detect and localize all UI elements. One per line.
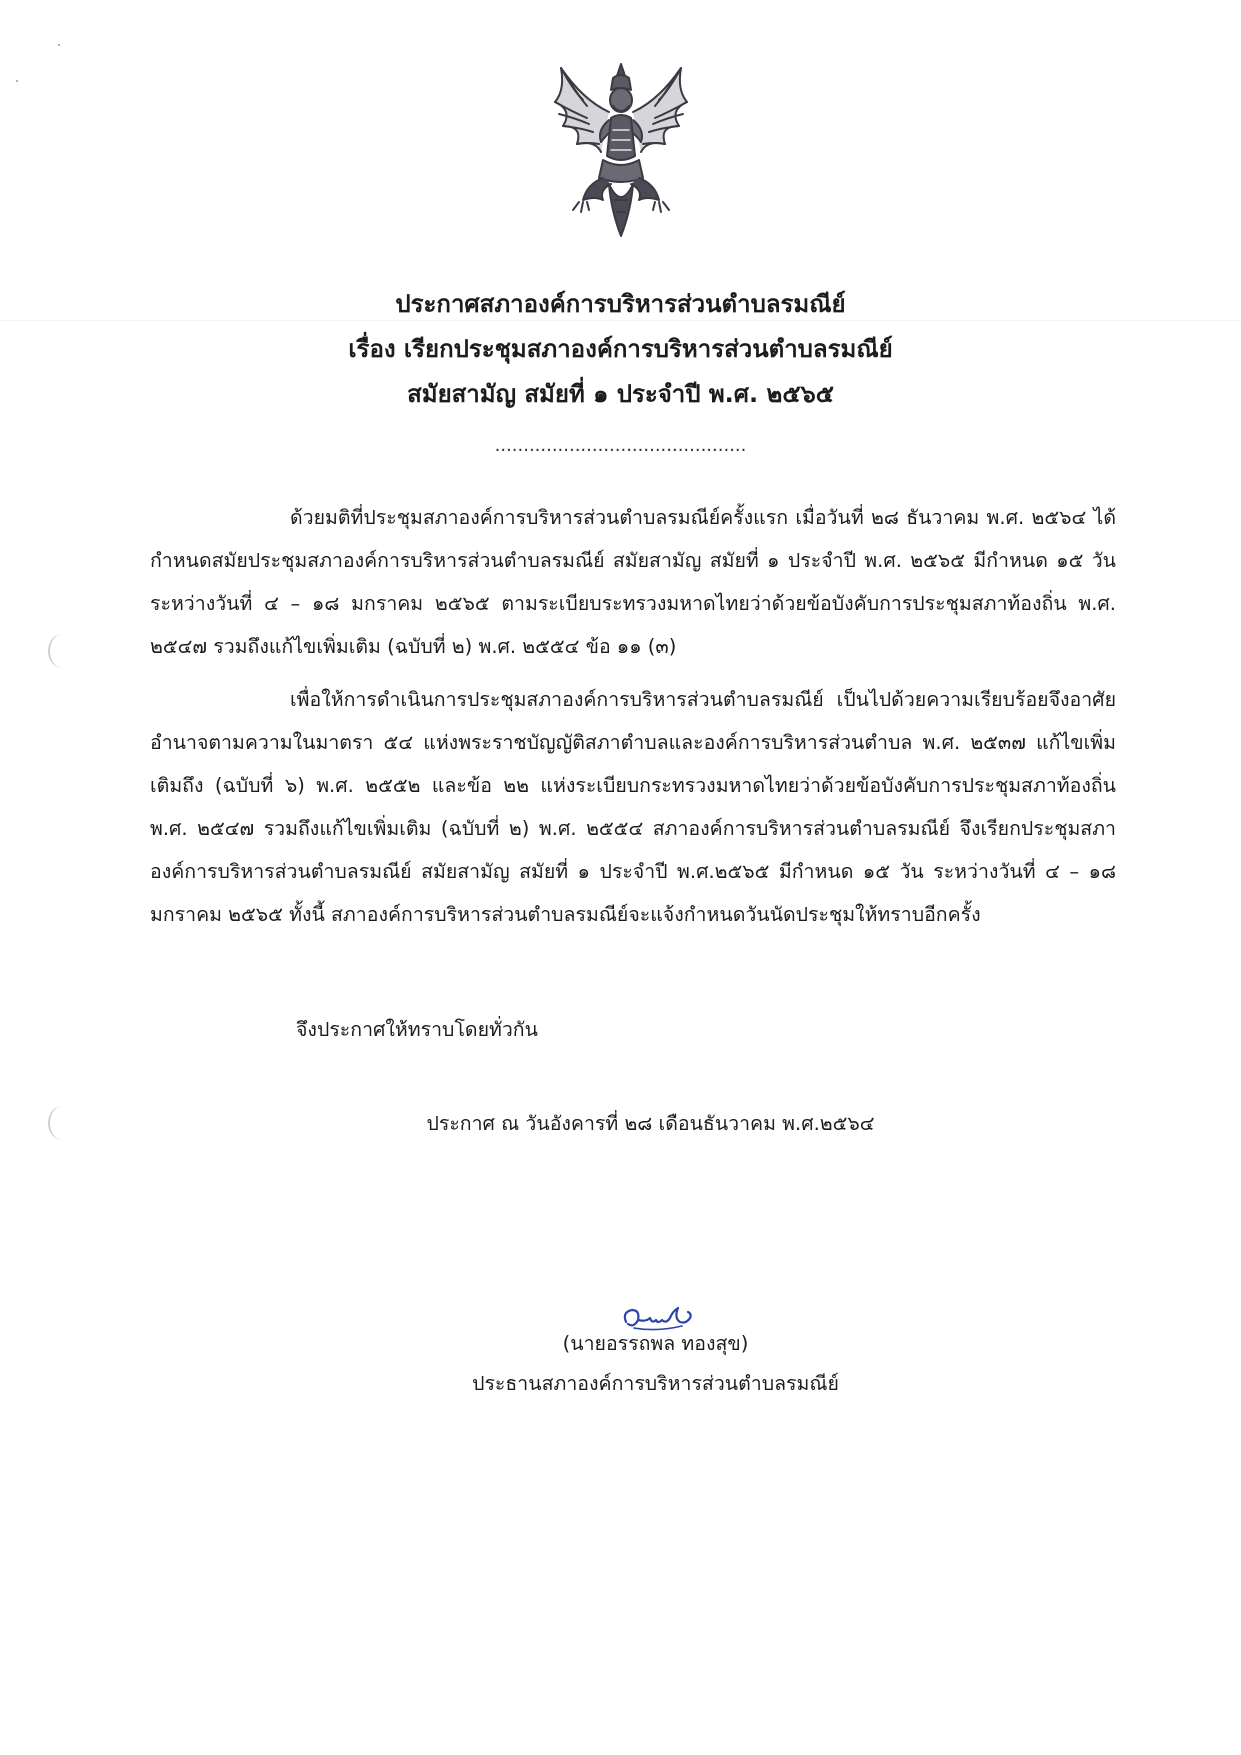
garuda-emblem-icon <box>543 60 699 240</box>
scan-speck <box>16 80 18 82</box>
body-paragraph-1: ด้วยมติที่ประชุมสภาองค์การบริหารส่วนตำบลรมณีย์ครั้งแรก เมื่อวันที่ ๒๘ ธันวาคม พ.ศ. ๒๕๖๔ ได้กำหนดสมัยประชุมสภาองค์การบริหารส่วนตำบลรมณีย์ สมัยสามัญ สมัยที่ ๑ ประจำปี พ.ศ. ๒๕๖๕ มีกำหนด ๑๕ วัน ระหว่างวันที่ ๔ – ๑๘ มกราคม ๒๕๖๕ ตามระเบียบระทรวงมหาดไทยว่าด้วยข้อบังคับการประชุมสภาท้องถิ่น พ.ศ. ๒๕๔๗ รวมถึงแก้ไขเพิ่มเติม (ฉบับที่ ๒) พ.ศ. ๒๕๕๔ ข้อ ๑๑ (๓) <box>150 506 1116 658</box>
body-paragraph-2: เพื่อให้การดำเนินการประชุมสภาองค์การบริหารส่วนตำบลรมณีย์ เป็นไปด้วยความเรียบร้อยจึงอาศัยอำนาจตามความในมาตรา ๕๔ แห่งพระราชบัญญัติสภาตำบลและองค์การบริหารส่วนตำบล พ.ศ. ๒๕๓๗ แก้ไขเพิ่มเติมถึง (ฉบับที่ ๖) พ.ศ. ๒๕๕๒ และข้อ ๒๒ แห่งระเบียบกระทรวงมหาดไทยว่าด้วยข้อบังคับการประชุมสภาท้องถิ่น พ.ศ. ๒๕๔๗ รวมถึงแก้ไขเพิ่มเติม (ฉบับที่ ๒) พ.ศ. ๒๕๕๔ สภาองค์การบริหารส่วนตำบลรมณีย์ จึงเรียกประชุมสภาองค์การบริหารส่วนตำบลรมณีย์ สมัยสามัญ สมัยที่ ๑ ประจำปี พ.ศ.๒๕๖๕ มีกำหนด ๑๕ วัน ระหว่างวันที่ ๔ – ๑๘ มกราคม ๒๕๖๕ ทั้งนี้ สภาองค์การบริหารส่วนตำบลรมณีย์จะแจ้งกำหนดวันนัดประชุมให้ทราบอีกครั้ง <box>150 688 1116 926</box>
announcement-title-block <box>0 282 1241 417</box>
signer-position: ประธานสภาองค์การบริหารส่วนตำบลรมณีย์ <box>472 1372 839 1395</box>
scan-speck <box>58 44 60 46</box>
announcement-title: ประกาศสภาองค์การบริหารส่วนตำบลรมณีย์ <box>395 290 846 318</box>
signer-name: (นายอรรถพล ทองสุข) <box>562 1332 749 1355</box>
closing-statement: จึงประกาศให้ทราบโดยทั่วกัน <box>296 1018 538 1041</box>
punch-hole-mark <box>48 1106 76 1140</box>
announcement-subject: เรื่อง เรียกประชุมสภาองค์การบริหารส่วนตำบลรมณีย์ <box>348 335 893 363</box>
announcement-date: ประกาศ ณ วันอังคารที่ ๒๘ เดือนธันวาคม พ.ศ.๒๕๖๔ <box>426 1112 875 1135</box>
announcement-session: สมัยสามัญ สมัยที่ ๑ ประจำปี พ.ศ. ๒๕๖๕ <box>407 380 834 408</box>
title-separator: ............................................ <box>494 435 747 456</box>
punch-hole-mark <box>48 634 76 668</box>
